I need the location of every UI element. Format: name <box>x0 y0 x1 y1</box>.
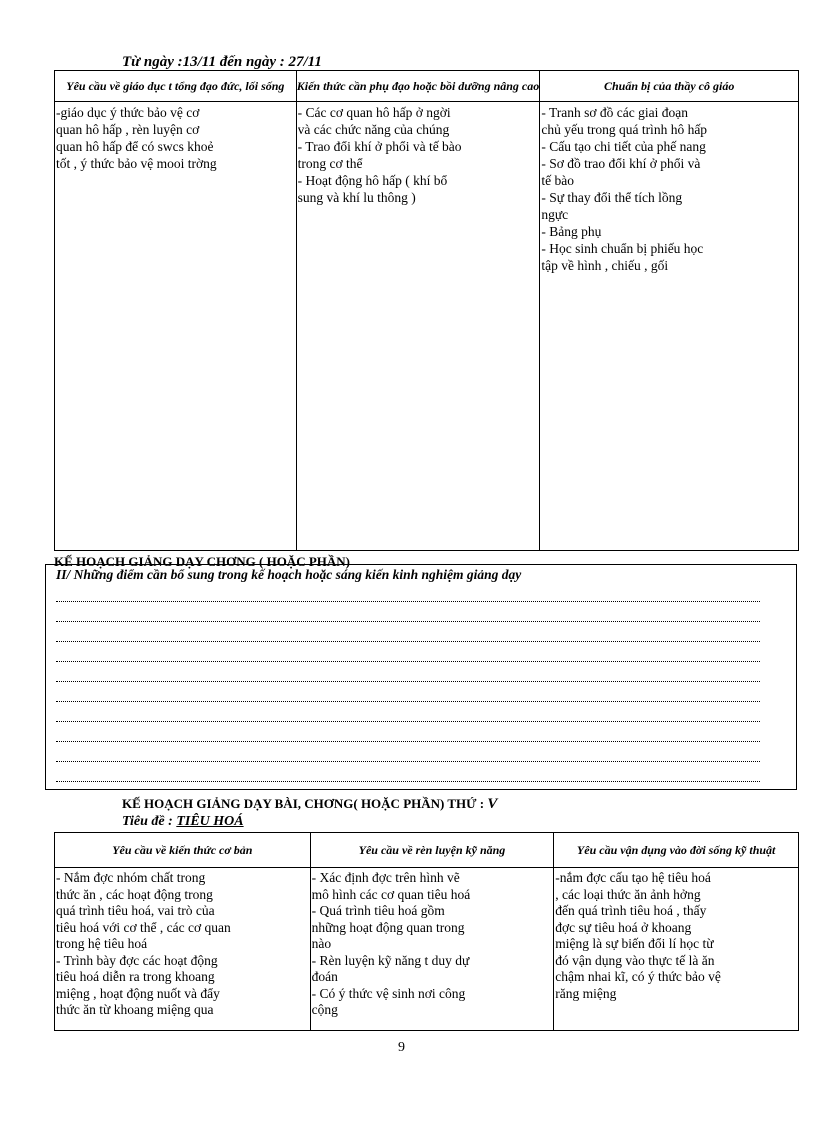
notes-box <box>45 564 797 790</box>
cell-teacher-prep: - Tranh sơ đồ các giai đoạn chủ yếu trong quá trình hô hấp - Cấu tạo chi tiết của phế nang - Sơ đồ trao đổi khí ở phổi và tế bào - Sự thay đổi thể tích lồng ngực - Bảng phụ - Học sinh chuẩn bị phiếu học tập về hình , chiếu , gối <box>540 102 799 551</box>
dotted-line <box>56 661 760 662</box>
knowledge-table <box>54 70 799 551</box>
header-application: Yêu cầu vận dụng vào đời sống kỹ thuật <box>554 833 799 868</box>
cell-basic-knowledge: - Nắm đợc nhóm chất trong thức ăn , các hoạt động trong quá trình tiêu hoá, vai trò của tiêu hoá với cơ thể , các cơ quan trong hệ tiêu hoá - Trình bày đợc các hoạt động tiêu hoá diễn ra trong khoang miệng , hoạt động nuốt và đẩy thức ăn từ khoang miệng qua <box>55 868 311 1031</box>
dotted-line <box>56 721 760 722</box>
dotted-line <box>56 781 760 782</box>
dotted-line <box>56 701 760 702</box>
cell-skills: - Xác định đợc trên hình vẽ mô hình các cơ quan tiêu hoá - Quá trình tiêu hoá gồm những hoạt động quan trong nào - Rèn luyện kỹ năng t duy dự đoán - Có ý thức vệ sinh nơi công cộng <box>310 868 554 1031</box>
topic-value: TIÊU HOÁ <box>176 814 244 829</box>
dotted-line <box>56 641 760 642</box>
notes-title: II/ Những điểm cần bổ sung trong kế hoạch hoặc sáng kiến kinh nghiệm giảng dạy <box>56 567 522 582</box>
dotted-line <box>56 761 760 762</box>
dotted-line <box>56 741 760 742</box>
cell-application: -nắm đợc cấu tạo hệ tiêu hoá , các loại thức ăn ảnh hởng đến quá trình tiêu hoá , thấy đợc sự tiêu hoá ở khoang miệng là sự biến đổi lí học từ đó vận dụng vào thực tế là ăn chậm nhai kĩ, có ý thức bảo vệ răng miệng <box>554 868 799 1031</box>
dotted-line <box>56 621 760 622</box>
header-teacher-prep: Chuẩn bị của thầy cô giáo <box>540 71 799 102</box>
cell-knowledge: - Các cơ quan hô hấp ở ngời và các chức năng của chúng - Trao đổi khí ở phổi và tế bào trong cơ thể - Hoạt động hô hấp ( khí bổ sung và khí lu thông ) <box>296 102 540 551</box>
page-number: 9 <box>398 1040 405 1055</box>
section3-heading: KẾ HOẠCH GIẢNG DẠY BÀI, CHƠNG( HOẶC PHẦN) THỨ : V <box>122 796 498 812</box>
header-skills: Yêu cầu về rèn luyện kỹ năng <box>310 833 554 868</box>
section2-heading: KẾ HOẠCH GIẢNG DẠY CHƠNG ( HOẶC PHẦN) <box>54 554 350 569</box>
header-basic-knowledge: Yêu cầu về kiến thức cơ bản <box>55 833 311 868</box>
header-ethics: Yêu cầu về giáo dục t tổng đạo đức, lối sống <box>55 71 297 102</box>
topic-label: Tiêu đề : <box>122 814 173 829</box>
topic-line <box>122 814 244 830</box>
header-knowledge: Kiến thức cần phụ đạo hoặc bồi dưỡng nâng cao <box>296 71 540 102</box>
lesson-number: V <box>487 796 498 812</box>
cell-ethics: -giáo dục ý thức bảo vệ cơ quan hô hấp , rèn luyện cơ quan hô hấp để có swcs khoẻ tốt , ý thức bảo vệ mooi trờng <box>55 102 297 551</box>
requirements-table <box>54 832 799 1031</box>
dotted-line <box>56 681 760 682</box>
date-range: Từ ngày :13/11 đến ngày : 27/11 <box>122 54 322 70</box>
dotted-line <box>56 601 760 602</box>
